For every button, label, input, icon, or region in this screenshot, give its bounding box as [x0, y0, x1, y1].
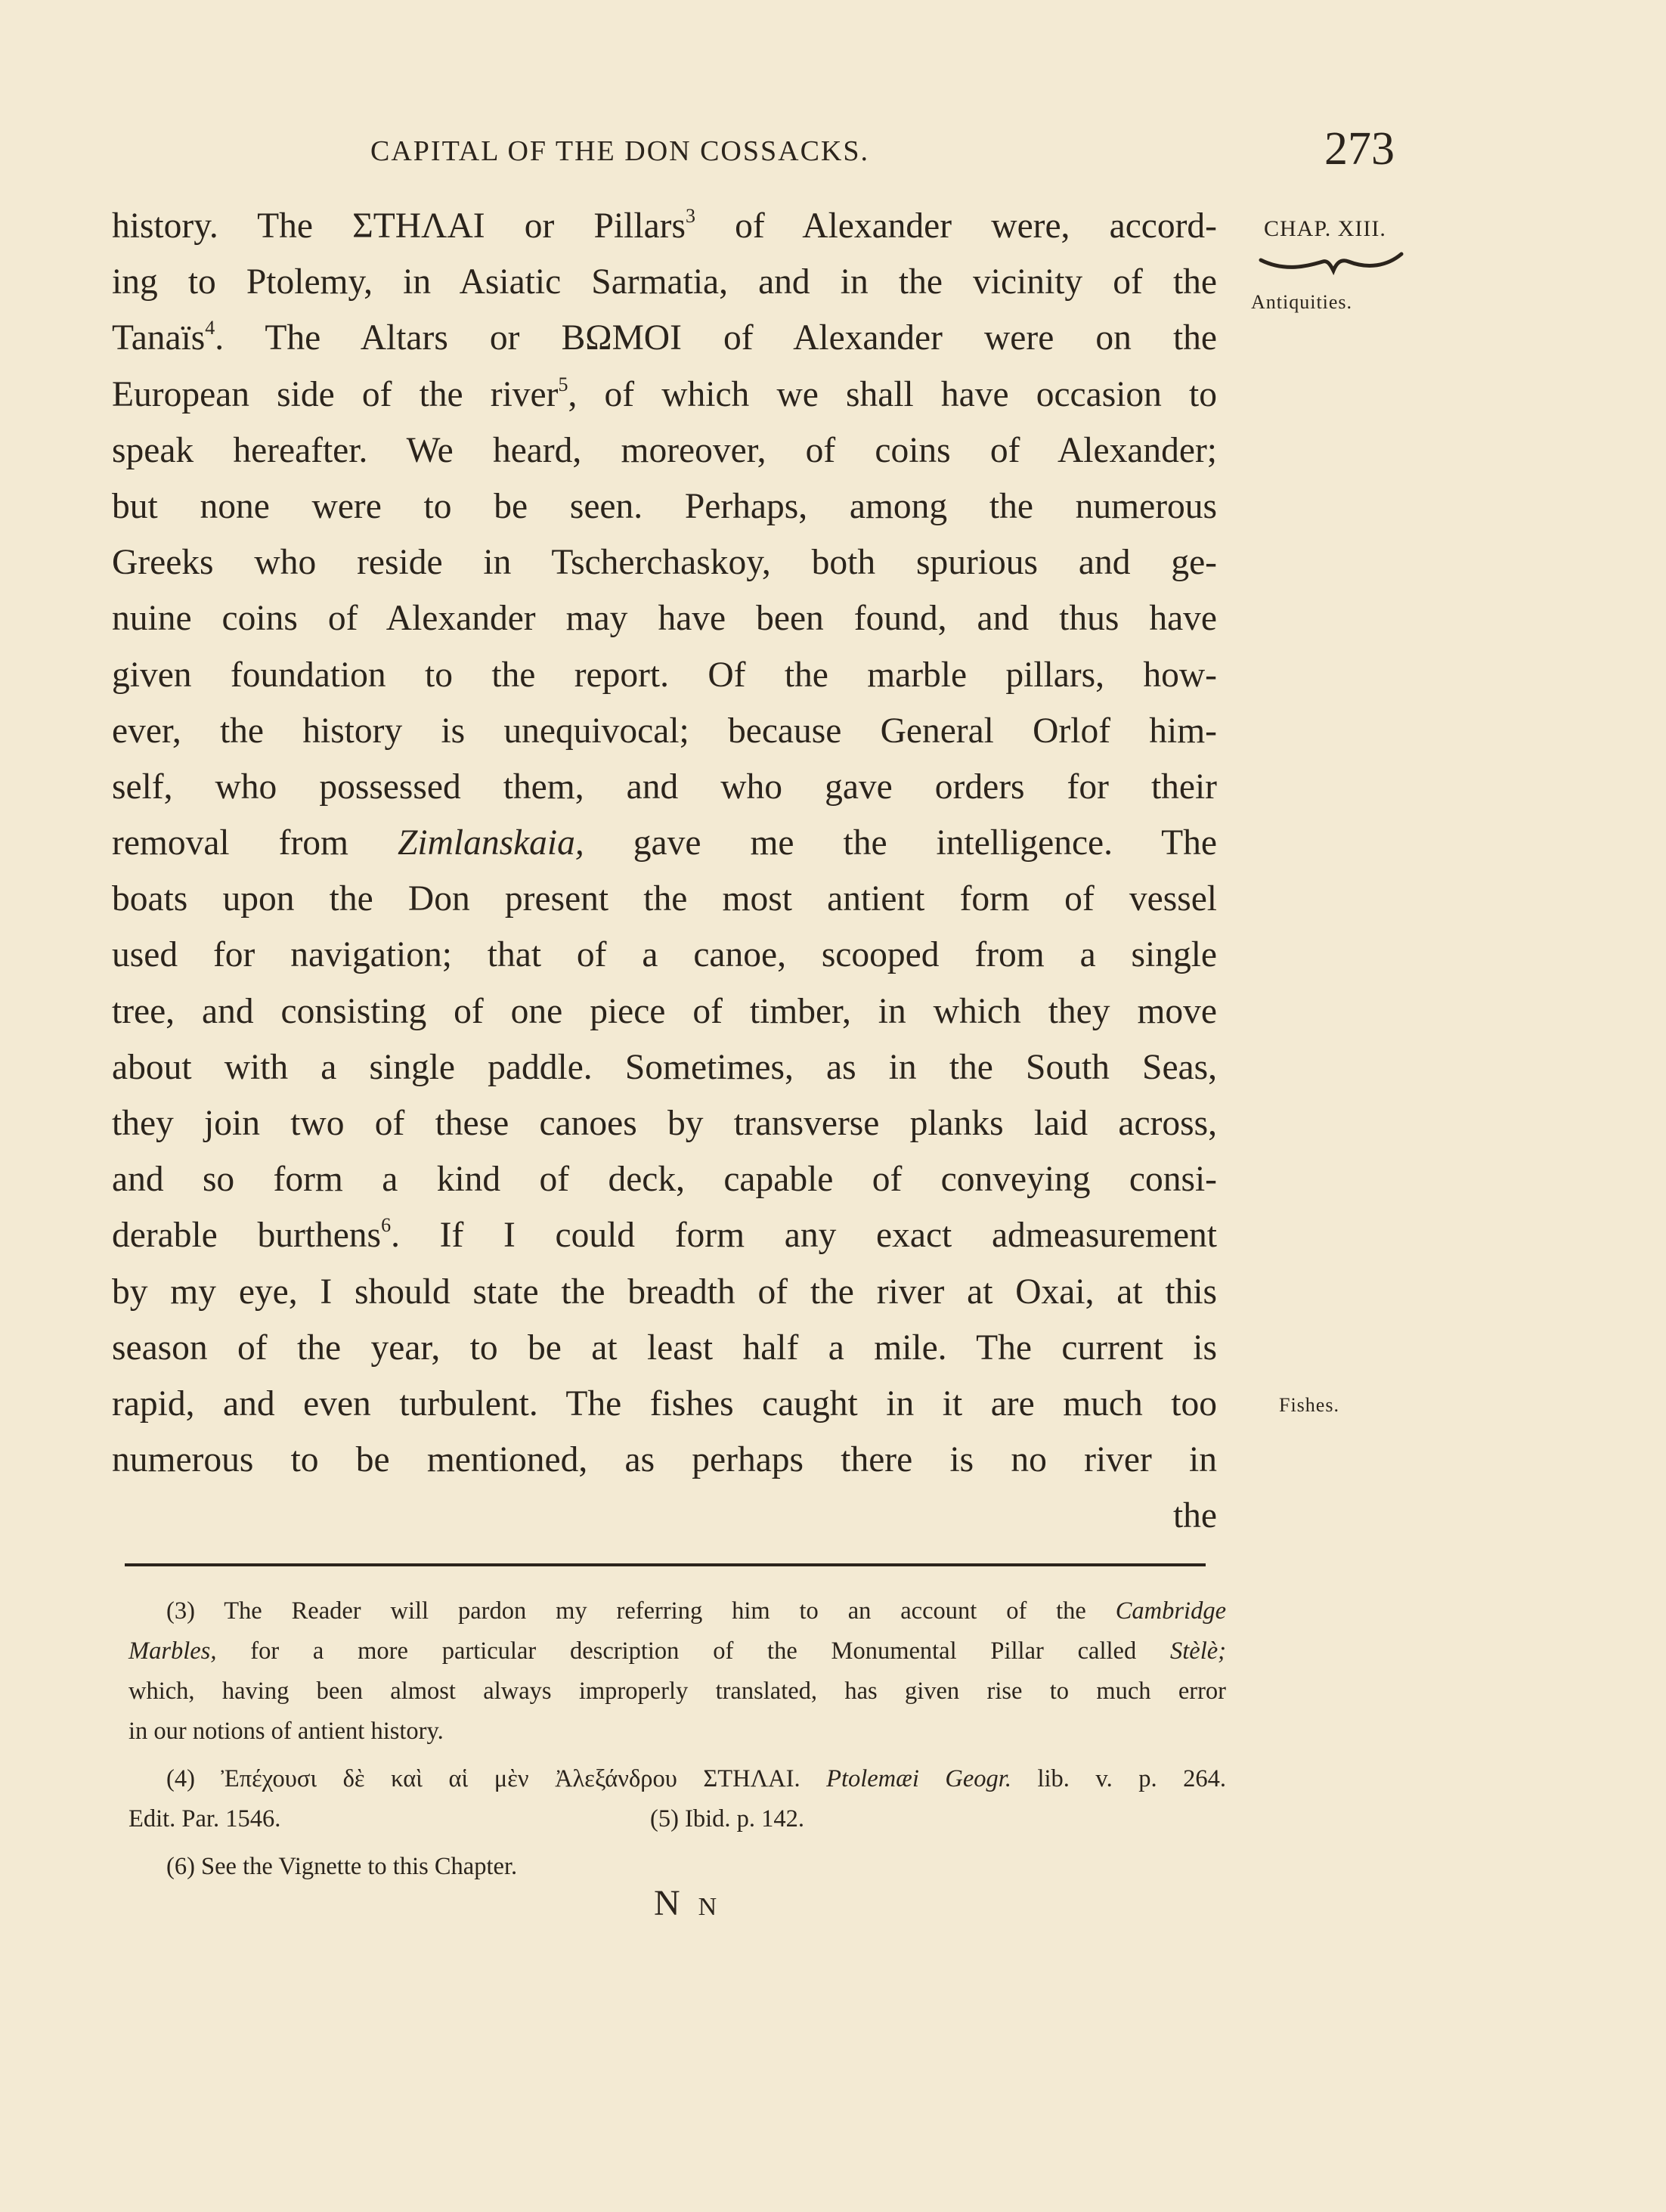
text-line: numerous to be mentioned, as perhaps there is no river in — [112, 1440, 1217, 1480]
footnote-4-5: (4) Ἐπέχουσι δὲ καὶ αἱ μὲν Ἀλεξάνδρου ΣΤΗΛΑΙ. Ptolemæi Geogr. lib. v. p. 264. Edit. Par. 1546. (5) Ibid. p. 142. — [129, 1759, 1226, 1839]
margin-note-chapter: CHAP. XIII. — [1264, 216, 1386, 241]
footnote-4: (4) Ἐπέχουσι δὲ καὶ αἱ μὲν Ἀλεξάνδρου ΣΤΗΛΑΙ. Ptolemæi Geogr. lib. v. p. 264. — [166, 1765, 1226, 1792]
text-line: used for navigation; that of a canoe, scooped from a single — [112, 935, 1217, 975]
text-line: given foundation to the report. Of the marble pillars, how- — [112, 655, 1217, 695]
text-line: European side of the river$^5$, of which we shall have occasion to — [112, 373, 1217, 414]
footnote-ref: 3 — [685, 205, 695, 227]
place-name: Zimlanskaia, — [398, 823, 584, 863]
running-title: CAPITAL OF THE DON COSSACKS. — [370, 135, 869, 167]
footnotes — [129, 1591, 1226, 1894]
text-line: they join two of these canoes by transverse planks laid across, — [112, 1104, 1217, 1143]
text-line: boats upon the Don present the most antient form of vessel — [112, 879, 1217, 919]
text-line: and so form a kind of deck, capable of conveying consi- — [112, 1160, 1217, 1200]
text-line: Tanaïs$^4$. The Altars or ΒΩΜΟΙ of Alexander were on the — [112, 317, 1217, 358]
text-line: ing to Ptolemy, in Asiatic Sarmatia, and in the vicinity of the — [112, 262, 1217, 302]
text-line: derable burthens$^6$. If I could form any exact admeasurement — [112, 1214, 1217, 1256]
signature-mark: N N — [654, 1883, 722, 1923]
text-line: removal from Zimlanskaia, gave me the intelligence. The — [112, 823, 1217, 863]
text-line: speak hereafter. We heard, moreover, of coins of Alexander; — [112, 430, 1217, 470]
footnote-rule — [125, 1563, 1206, 1566]
text-line: history. The ΣΤΗΛΑΙ or Pillars$^3$ of Alexander were, accord- — [112, 205, 1217, 246]
text-line: ever, the history is unequivocal; because General Orlof him- — [112, 711, 1217, 751]
body-text — [112, 198, 1217, 1544]
footnote-ref: 6 — [381, 1214, 392, 1237]
text-line: but none were to be seen. Perhaps, among the numerous — [112, 486, 1217, 526]
footnote-ref: 5 — [558, 373, 568, 395]
text-line: self, who possessed them, and who gave orders for their — [112, 767, 1217, 807]
text-line: Greeks who reside in Tscherchaskoy, both spurious and ge- — [112, 543, 1217, 583]
text-line: nuine coins of Alexander may have been found, and thus have — [112, 599, 1217, 639]
footnote-ref: 4 — [205, 317, 215, 339]
page-number: 273 — [1324, 123, 1395, 175]
text-line: season of the year, to be at least half a mile. The current is — [112, 1328, 1217, 1368]
text-line: tree, and consisting of one piece of timber, in which they move — [112, 991, 1217, 1031]
text-line: about with a single paddle. Sometimes, as in the South Seas, — [112, 1047, 1217, 1087]
margin-note-fishes: Fishes. — [1279, 1394, 1339, 1416]
margin-note-antiquities: Antiquities. — [1251, 291, 1353, 313]
catchword: the — [1172, 1496, 1217, 1536]
footnote-6: (6) See the Vignette to this Chapter. — [166, 1853, 518, 1880]
footnote-5: (5) Ibid. p. 142. — [650, 1805, 804, 1832]
footnote-3: (3) The Reader will pardon my referring him to an account of the Cambridge Marbles, for a more particular description of the Monumental Pillar called Stèlè; which, having been almost always improperly translated, has given rise to much error in our notions of antient history. — [129, 1597, 1226, 1745]
text-line: rapid, and even turbulent. The fishes caught in it are much too — [112, 1383, 1217, 1424]
flourish-ornament-icon — [1255, 251, 1406, 278]
text-line: by my eye, I should state the breadth of the river at Oxai, at this — [112, 1272, 1217, 1312]
